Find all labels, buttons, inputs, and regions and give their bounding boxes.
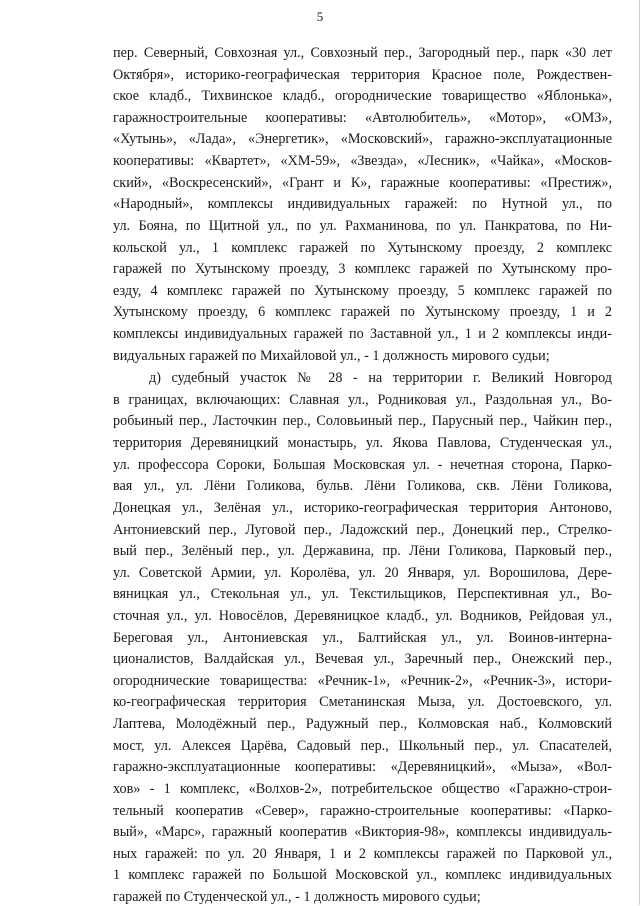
text-line: тельный кооператив «Север», гаражно-строительные кооперативы: «Парко-: [113, 803, 612, 819]
text-line: Антониевский пер., Луговой пер., Ладожский пер., Донецкий пер., Стрелко-: [113, 522, 612, 538]
text-line: кооперативы: «Квартет», «ХМ-59», «Звезда», «Лесник», «Чайка», «Москов-: [113, 153, 612, 169]
text-line: в границах, включающих: Славная ул., Родниковая ул., Раздольная ул., Во-: [113, 392, 612, 408]
text-line: вая ул., ул. Лёни Голикова, бульв. Лёни Голикова, скв. Лёни Голикова,: [113, 478, 612, 494]
text-line: мост, ул. Алексея Царёва, Садовый пер., Школьный пер., ул. Спасателей,: [113, 738, 612, 754]
text-line: Лаптева, Молодёжный пер., Радужный пер., Колмовская наб., Колмовский: [113, 716, 612, 732]
text-line: территория Деревяницкий монастырь, ул. Якова Павлова, Студенческая ул.,: [113, 435, 612, 451]
text-line: Хутынскому проезду, 6 комплекс гаражей по Хутынскому проезду, 1 и 2: [113, 304, 612, 320]
text-line: пер. Северный, Совхозная ул., Совхозный пер., Загородный пер., парк «30 лет: [113, 45, 612, 61]
text-line: робьиный пер., Ласточкин пер., Соловьиный пер., Парусный пер., Чайкин пер.,: [113, 413, 612, 429]
text-line: ул. профессора Сороки, Большая Московская ул. - нечетная сторона, Парко-: [113, 457, 612, 473]
text-line: сточная ул., ул. Новосёлов, Деревяницкое кладб., ул. Водников, Рейдовая ул.,: [113, 608, 612, 624]
text-line: д) судебный участок № 28 - на территории г. Великий Новгород: [149, 370, 612, 386]
page-number: 5: [316, 9, 324, 24]
text-line: ское кладб., Тихвинское кладб., огороднические товарищество «Яблонька»,: [113, 88, 612, 104]
text-line: гаражей по Хутынскому проезду, 3 комплекс гаражей по Хутынскому про-: [113, 261, 612, 277]
text-line: Донецкая ул., Зелёная ул., историко-географическая территория Антоново,: [113, 500, 612, 516]
text-line: ных гаражей: по ул. 20 Января, 1 и 2 комплексы гаражей по Парковой ул.,: [113, 846, 612, 862]
text-line: езду, 4 комплекс гаражей по Хутынскому проезду, 5 комплекс гаражей по: [113, 283, 612, 299]
text-line: Береговая ул., Антониевская ул., Балтийская ул., ул. Воинов-интерна-: [113, 630, 612, 646]
text-line: вяницкая ул., Стекольная ул., ул. Текстильщиков, Перспективная ул., Во-: [113, 586, 612, 602]
text-line: ул. Советской Армии, ул. Королёва, ул. 20 Января, ул. Ворошилова, Дере-: [113, 565, 612, 581]
text-line: «Народный», комплексы индивидуальных гаражей: по Нутной ул., по: [113, 196, 612, 212]
text-line: видуальных гаражей по Михайловой ул., - 1 должность мирового судьи;: [113, 348, 550, 364]
text-line: ул. Бояна, по Щитной ул., по ул. Рахманинова, по ул. Панкратова, по Ни-: [113, 218, 612, 234]
text-line: комплексы индивидуальных гаражей по Заставной ул., 1 и 2 комплексы инди-: [113, 326, 612, 342]
text-line: вый пер., Зелёный пер., ул. Державина, пр. Лёни Голикова, Парковый пер.,: [113, 543, 612, 559]
text-line: вый», «Марс», гаражный кооператив «Виктория-98», комплексы индивидуаль-: [113, 824, 612, 840]
text-line: «Хутынь», «Лада», «Энергетик», «Московский», гаражно-эксплуатационные: [113, 131, 612, 147]
text-line: ционалистов, Валдайская ул., Вечевая ул., Заречный пер., Онежский пер.,: [113, 651, 612, 667]
text-line: ко-географическая территория Сметанинская Мыза, ул. Достоевского, ул.: [113, 694, 612, 710]
text-line: гаражно-эксплуатационные кооперативы: «Деревяницкий», «Мыза», «Вол-: [113, 759, 612, 775]
text-line: гаражей по Студенческой ул., - 1 должность мирового судьи;: [113, 889, 481, 905]
text-line: 1 комплекс гаражей по Большой Московской ул., комплекс индивидуальных: [113, 867, 612, 883]
text-line: гаражностроительные кооперативы: «Автолюбитель», «Мотор», «ОМЗ»,: [113, 110, 612, 126]
text-line: ский», «Воскресенский», «Грант и К», гаражные кооперативы: «Престиж»,: [113, 175, 612, 191]
text-line: огороднические товарищества: «Речник-1», «Речник-2», «Речник-3», истори-: [113, 673, 612, 689]
text-line: Октября», историко-географическая территория Красное поле, Рождествен-: [113, 67, 612, 83]
text-line: хов» - 1 комплекс, «Волхов-2», потребительское общество «Гаражно-строи-: [113, 781, 612, 797]
text-line: кольской ул., 1 комплекс гаражей по Хутынскому проезду, 2 комплекс: [113, 240, 612, 256]
